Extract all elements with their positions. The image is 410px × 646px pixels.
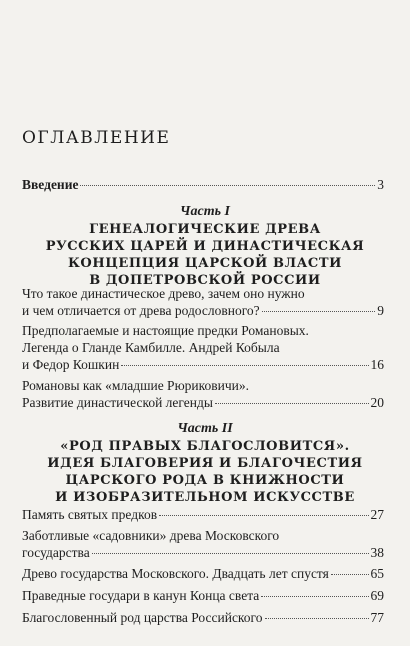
part-1-title-line: ГЕНЕАЛОГИЧЕСКИЕ ДРЕВА [89, 222, 321, 237]
toc-entry-page: 20 [370, 395, 384, 410]
toc-entry-title: Заботливые «садовники» древа Московского [22, 528, 280, 543]
toc-entry-gardeners[interactable] [22, 527, 384, 561]
toc-entry-title: Древо государства Московского. Двадцать лет спустя [22, 566, 329, 581]
toc-entry-saints-memory[interactable] [22, 506, 384, 523]
toc-entry-title: Благословенный род царства Российского [22, 610, 263, 625]
part-2-title-line: И ИЗОБРАЗИТЕЛЬНОМ ИСКУССТВЕ [55, 490, 355, 505]
part-1-title [0, 221, 410, 289]
leader-dots [215, 403, 369, 404]
toc-entry-title: и чем отличается от древа родословного? [22, 303, 260, 318]
leader-dots [92, 553, 369, 554]
toc-entry-title: и Федор Кошкин [22, 357, 120, 372]
toc-heading: ОГЛАВЛЕНИЕ [22, 128, 171, 148]
toc-entry-blessed-kin[interactable] [22, 609, 384, 626]
toc-entry-righteous-rulers[interactable] [22, 587, 384, 604]
toc-entry-dynastic-tree[interactable] [22, 285, 384, 319]
toc-entry-title: Память святых предков [22, 507, 158, 522]
toc-entry-page: 16 [370, 357, 384, 372]
part-2-title-line: ЦАРСКОГО РОДА В КНИЖНОСТИ [65, 473, 345, 488]
toc-entry-page: 3 [377, 177, 384, 192]
leader-dots [262, 311, 376, 312]
leader-dots [261, 596, 368, 597]
leader-dots [80, 185, 375, 186]
part-1-title-line: КОНЦЕПЦИЯ ЦАРСКОЙ ВЛАСТИ [67, 256, 343, 271]
part-2-title-line: «РОД ПРАВЫХ БЛАГОСЛОВИТСЯ». [60, 439, 350, 454]
toc-entry-title: государства [22, 545, 90, 560]
toc-entry-twenty-years[interactable] [22, 565, 384, 582]
leader-dots [265, 618, 369, 619]
toc-entry-page: 27 [370, 507, 384, 522]
part-2-label: Часть II [177, 421, 233, 436]
toc-entry-title: Что такое династическое древо, зачем оно нужно [22, 286, 305, 301]
leader-dots [121, 365, 368, 366]
toc-entry-page: 65 [370, 566, 384, 581]
toc-entry-title: Развитие династической легенды [22, 395, 213, 410]
part-1-title-line: В ДОПЕТРОВСКОЙ РОССИИ [89, 273, 321, 288]
toc-entry-title: Праведные государи в канун Конца света [22, 588, 260, 603]
toc-entry-romanov-ancestors[interactable] [22, 322, 384, 373]
toc-entry-page: 9 [377, 303, 384, 318]
toc-entry-page: 69 [370, 588, 384, 603]
part-2-title [0, 438, 410, 506]
part-2-title-line: ИДЕЯ БЛАГОВЕРИЯ И БЛАГОЧЕСТИЯ [47, 456, 363, 471]
toc-entry-title: Введение [22, 177, 79, 192]
toc-entry-page: 38 [370, 545, 384, 560]
toc-entry-introduction[interactable] [22, 176, 384, 193]
part-1-label: Часть I [180, 204, 230, 219]
toc-entry-title: Легенда о Гланде Камбилле. Андрей Кобыла [22, 340, 280, 355]
toc-entry-junior-rurikids[interactable] [22, 377, 384, 411]
toc-entry-title: Романовы как «младшие Рюриковичи». [22, 378, 249, 393]
leader-dots [331, 574, 369, 575]
toc-entry-page: 77 [370, 610, 384, 625]
leader-dots [159, 515, 368, 516]
part-1-title-line: РУССКИХ ЦАРЕЙ И ДИНАСТИЧЕСКАЯ [45, 239, 365, 254]
toc-entry-title: Предполагаемые и настоящие предки Романовых. [22, 323, 309, 338]
